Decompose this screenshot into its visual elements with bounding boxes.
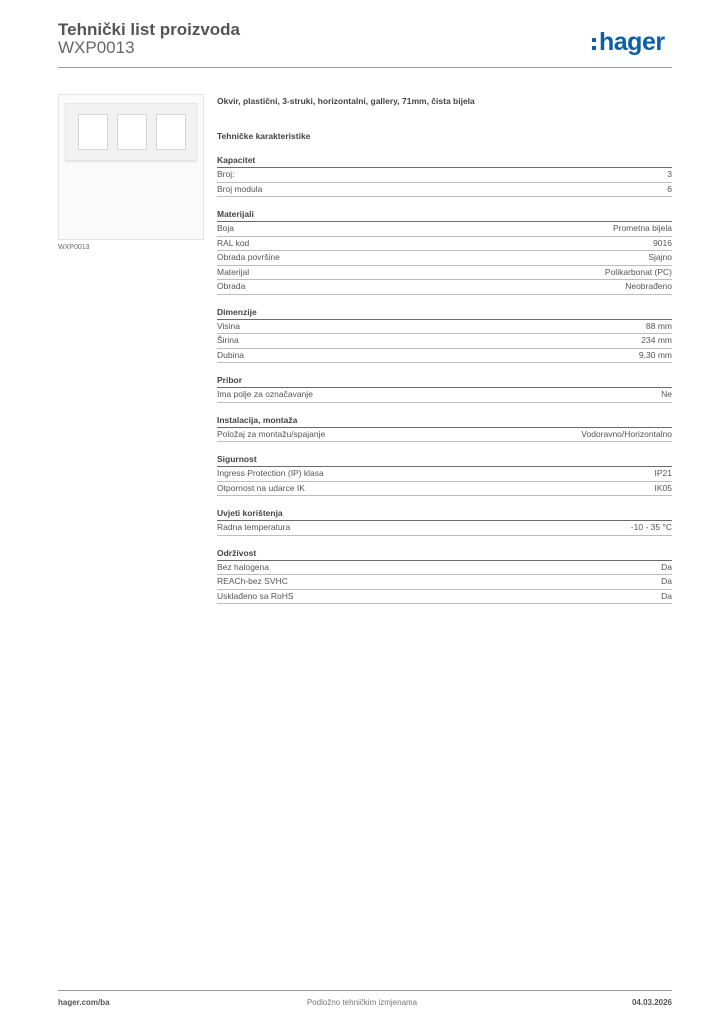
section-title: Pribor <box>217 375 672 388</box>
spec-value: 9016 <box>653 237 672 248</box>
page-title: Tehnički list proizvoda <box>58 20 240 39</box>
frame-opening <box>117 114 147 150</box>
spec-label: Radna temperatura <box>217 522 291 532</box>
spec-value: 9,30 mm <box>638 349 672 360</box>
spec-value: 6 <box>667 183 672 194</box>
spec-section <box>217 548 672 605</box>
spec-row <box>217 467 672 482</box>
section-title: Uvjeti korištenja <box>217 508 672 521</box>
footer-divider <box>58 990 672 991</box>
spec-label: Širina <box>217 335 239 345</box>
section-title: Sigurnost <box>217 454 672 467</box>
spec-row <box>217 388 672 403</box>
spec-section <box>217 454 672 496</box>
section-title: Dimenzije <box>217 307 672 320</box>
logo-text: hager <box>599 28 665 56</box>
logo-colon-icon <box>592 32 597 50</box>
section-title: Materijali <box>217 209 672 222</box>
spec-label: Broj: <box>217 169 235 179</box>
spec-value: Neobrađeno <box>625 281 672 291</box>
spec-row <box>217 428 672 443</box>
spec-value: IP21 <box>654 468 672 478</box>
spec-label: Visina <box>217 320 240 331</box>
section-title: Održivost <box>217 548 672 561</box>
spec-section <box>217 375 672 403</box>
spec-row <box>217 222 672 237</box>
spec-row <box>217 280 672 295</box>
product-image-caption: WXP0013 <box>58 244 90 251</box>
spec-row <box>217 183 672 198</box>
spec-label: Usklađeno sa RoHS <box>217 590 294 601</box>
spec-sections <box>217 155 672 604</box>
spec-value: 3 <box>667 169 672 179</box>
spec-label: Broj modula <box>217 183 263 194</box>
spec-value: Vodoravno/Horizontalno <box>581 428 672 439</box>
tech-characteristics-title: Tehničke karakteristike <box>217 131 311 141</box>
spec-value: -10 - 35 °C <box>630 522 672 532</box>
spec-value: Sjajno <box>648 252 672 262</box>
section-title: Instalacija, montaža <box>217 415 672 428</box>
spec-value: Da <box>661 561 672 572</box>
spec-row <box>217 349 672 364</box>
footer-note: Podložno tehničkim izmjenama <box>306 998 418 1007</box>
spec-row <box>217 168 672 183</box>
footer-website-link[interactable]: hager.com/ba <box>58 998 110 1007</box>
spec-row <box>217 575 672 590</box>
spec-value: Ne <box>661 389 672 399</box>
header-divider <box>58 67 672 68</box>
section-title: Kapacitet <box>217 155 672 168</box>
spec-row <box>217 482 672 497</box>
product-code: WXP0013 <box>58 38 135 57</box>
spec-label: Obrada površine <box>217 252 280 262</box>
spec-label: Materijal <box>217 266 250 277</box>
spec-label: Obrada <box>217 281 246 291</box>
spec-row <box>217 521 672 536</box>
spec-label: Ima polje za označavanje <box>217 389 313 399</box>
product-image <box>58 94 204 240</box>
spec-row <box>217 561 672 576</box>
spec-content <box>217 96 672 604</box>
frame-3-gang-icon <box>65 103 197 161</box>
frame-opening <box>156 114 186 150</box>
spec-row <box>217 590 672 605</box>
spec-row <box>217 266 672 281</box>
spec-section <box>217 155 672 197</box>
spec-label: Boja <box>217 223 235 233</box>
spec-value: Da <box>661 590 672 601</box>
spec-value: 234 mm <box>641 335 672 345</box>
spec-value: 88 mm <box>646 320 672 331</box>
hager-logo <box>592 28 665 57</box>
spec-row <box>217 237 672 252</box>
spec-label: Otpornost na udarce IK <box>217 482 305 493</box>
spec-section <box>217 415 672 443</box>
footer-date: 04.03.2026 <box>631 998 672 1007</box>
spec-row <box>217 334 672 349</box>
spec-label: Bez halogena <box>217 561 269 572</box>
spec-label: Dubina <box>217 349 244 360</box>
spec-value: IK05 <box>654 482 672 493</box>
spec-label: Položaj za montažu/spajanje <box>217 428 326 439</box>
spec-value: Prometna bijela <box>612 223 672 233</box>
spec-label: Ingress Protection (IP) klasa <box>217 468 324 478</box>
spec-label: RAL kod <box>217 237 250 248</box>
product-description: Okvir, plastični, 3-struki, horizontalni, gallery, 71mm, čista bijela <box>217 96 475 106</box>
spec-label: REACh-bez SVHC <box>217 576 288 586</box>
spec-section <box>217 307 672 364</box>
spec-value: Polikarbonat (PC) <box>604 266 672 277</box>
frame-opening <box>78 114 108 150</box>
spec-section <box>217 209 672 295</box>
spec-value: Da <box>661 576 672 586</box>
spec-row <box>217 320 672 335</box>
spec-row <box>217 251 672 266</box>
spec-section <box>217 508 672 536</box>
